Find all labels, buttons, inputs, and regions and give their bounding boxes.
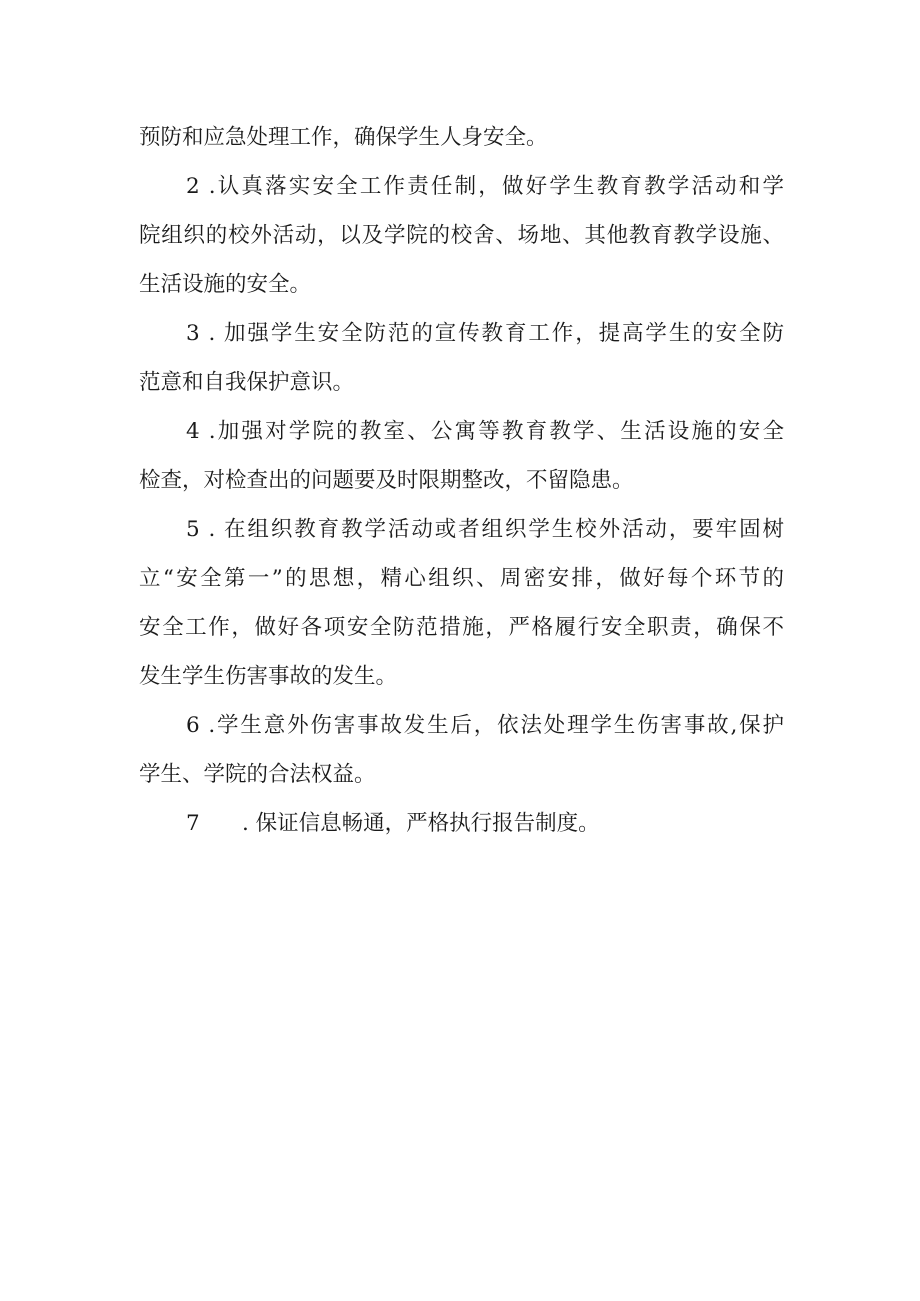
- paragraph-line: 预防和应急处理工作，确保学生人身安全。: [139, 125, 548, 150]
- list-number: 7: [186, 811, 200, 836]
- list-number: 5: [186, 517, 200, 542]
- paragraph-2-line-3: 生活设施的安全。: [139, 272, 312, 297]
- paragraph-text: .加强对学院的教室、公寓等教育教学、生活设施的安全: [208, 419, 784, 444]
- paragraph-5-line-3: 安全工作，做好各项安全防范措施，严格履行安全职责，确保不: [139, 615, 784, 640]
- list-number: 2: [186, 174, 200, 199]
- list-number: 6: [186, 713, 200, 738]
- paragraph-5-line-4: 发生学生伤害事故的发生。: [139, 664, 398, 689]
- paragraph-6-line-2: 学生、学院的合法权益。: [139, 762, 376, 787]
- paragraph-3-line-1: [139, 309, 784, 358]
- document-body: [139, 113, 784, 848]
- list-number: 4: [186, 419, 200, 444]
- paragraph-4-line-1: [139, 407, 784, 456]
- paragraph-5-line-2: 立“安全第一”的思想，精心组织、周密安排，做好每个环节的: [139, 566, 784, 591]
- paragraph-text: .认真落实安全工作责任制，做好学生教育教学活动和学: [208, 174, 784, 199]
- paragraph-2-line-2: 院组织的校外活动，以及学院的校舍、场地、其他教育教学设施、: [139, 223, 784, 248]
- paragraph-text: . 加强学生安全防范的宣传教育工作，提高学生的安全防: [208, 321, 784, 346]
- list-number: 3: [186, 321, 200, 346]
- paragraph-3-line-2: 范意和自我保护意识。: [139, 370, 355, 395]
- paragraph-4-line-2: 检查，对检查出的问题要及时限期整改，不留隐患。: [139, 468, 634, 493]
- paragraph-7-line-1: [139, 799, 784, 848]
- paragraph-6-line-1: [139, 701, 784, 750]
- paragraph-text: .学生意外伤害事故发生后，依法处理学生伤害事故,保护: [208, 713, 784, 738]
- paragraph-2-line-1: [139, 162, 784, 211]
- paragraph-text: . 在组织教育教学活动或者组织学生校外活动，要牢固树: [208, 517, 784, 542]
- paragraph-text: . 保证信息畅通，严格执行报告制度。: [242, 811, 600, 836]
- paragraph-5-line-1: [139, 505, 784, 554]
